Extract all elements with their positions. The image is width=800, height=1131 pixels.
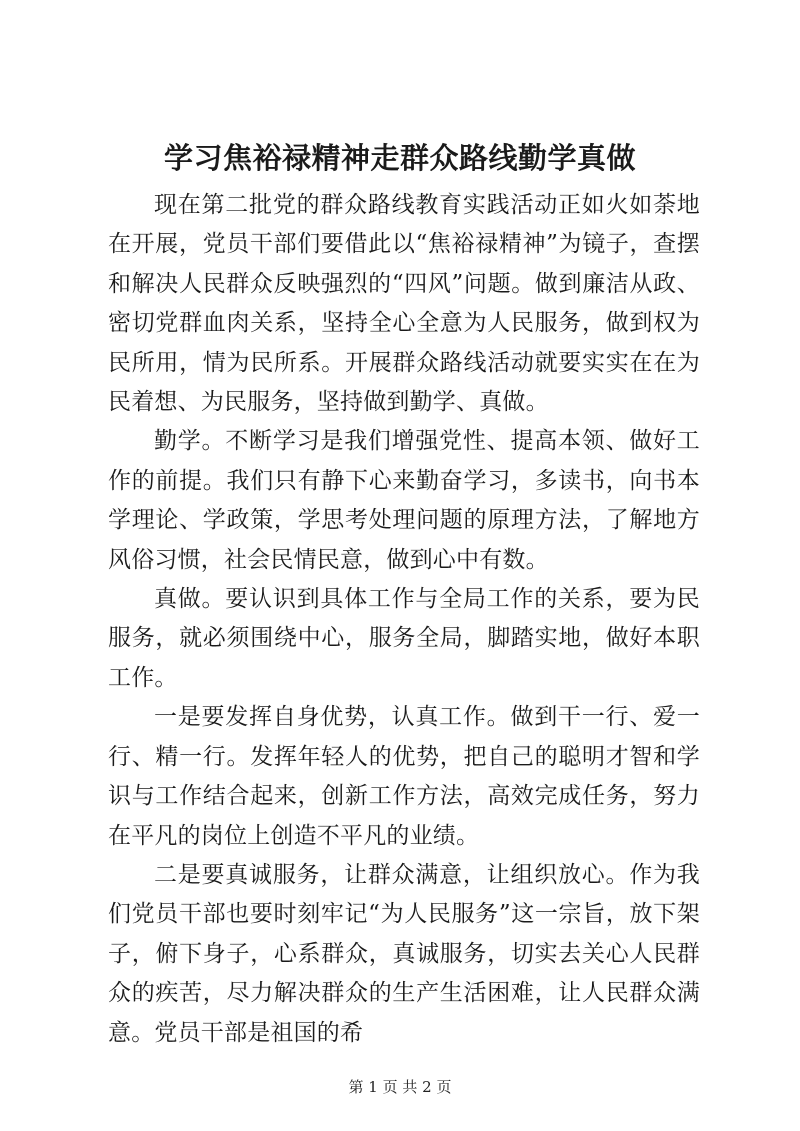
document-title: 学习焦裕禄精神走群众路线勤学真做 (163, 141, 636, 175)
page-number-footer: 第 1 页 共 2 页 (348, 1078, 452, 1096)
paragraph-2: 勤学。不断学习是我们增强党性、提高本领、做好工作的前提。我们只有静下心来勤奋学习，多读书，向书本学理论、学政策，学思考处理问题的原理方法，了解地方风俗习惯，社会民情民意，做到心中有数。 (108, 428, 700, 573)
paragraph-3: 真做。要认识到具体工作与全局工作的关系，要为民服务，就必须围绕中心，服务全局，脚踏实地，做好本职工作。 (108, 586, 700, 691)
paragraph-1: 现在第二批党的群众路线教育实践活动正如火如荼地在开展，党员干部们要借此以“焦裕禄精神”为镜子，查摆和解决人民群众反映强烈的“四风”问题。做到廉洁从政、密切党群血肉关系，坚持全心全意为人民服务，做到权为民所用，情为民所系。开展群众路线活动就要实实在在为民着想、为民服务，坚持做到勤学、真做。 (108, 192, 700, 416)
document-body (108, 186, 700, 1053)
paragraph-5: 二是要真诚服务，让群众满意，让组织放心。作为我们党员干部也要时刻牢记“为人民服务”这一宗旨，放下架子，俯下身子，心系群众，真诚服务，切实去关心人民群众的疾苦，尽力解决群众的生产生活困难，让人民群众满意。党员干部是祖国的希 (108, 861, 700, 1046)
paragraph-4: 一是要发挥自身优势，认真工作。做到干一行、爱一行、精一行。发挥年轻人的优势，把自己的聪明才智和学识与工作结合起来，创新工作方法，高效完成任务，努力在平凡的岗位上创造不平凡的业绩。 (108, 704, 700, 849)
